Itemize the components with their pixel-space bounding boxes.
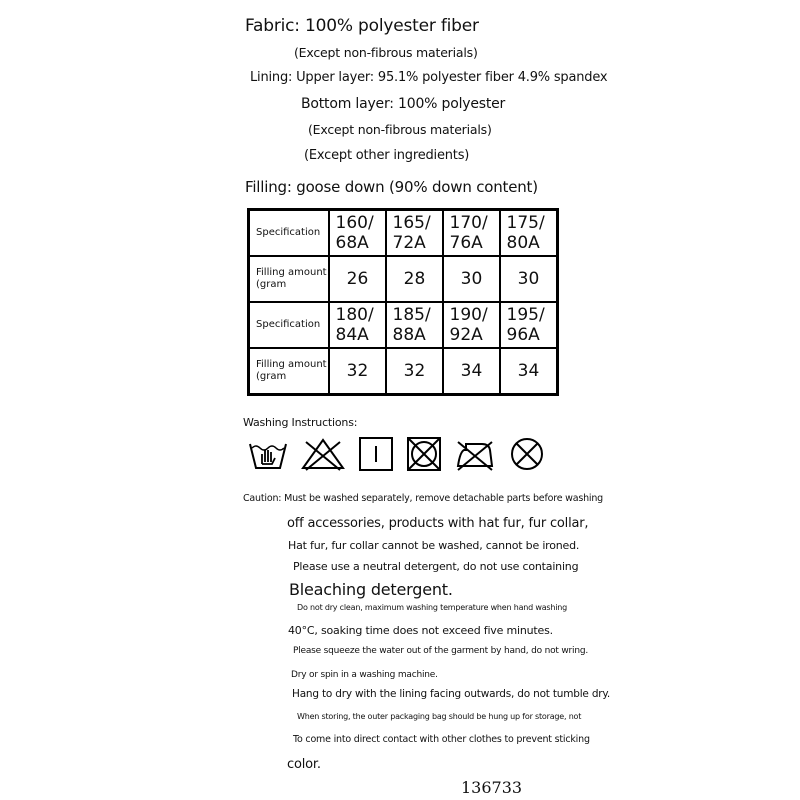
fill-label-cell: Filling amount (gram <box>249 256 330 302</box>
except-note-2: (Except non-fibrous materials) <box>308 122 492 137</box>
instruction-line: Please use a neutral detergent, do not use containing <box>293 560 579 573</box>
washing-instructions-title: Washing Instructions: <box>243 416 358 429</box>
care-symbols <box>248 436 546 472</box>
no-dry-clean-icon <box>508 436 546 472</box>
spec-label-cell: Specification <box>249 302 330 348</box>
amount-cell: 32 <box>329 348 386 395</box>
filling-composition: Filling: goose down (90% down content) <box>245 178 538 196</box>
except-note-1: (Except non-fibrous materials) <box>294 45 478 60</box>
no-iron-icon <box>454 436 496 472</box>
no-tumble-dry-icon <box>406 436 442 472</box>
table-row <box>249 210 558 257</box>
bottom-layer-composition: Bottom layer: 100% polyester <box>301 96 506 112</box>
instruction-line: When storing, the outer packaging bag should be hung up for storage, not <box>297 712 582 721</box>
instruction-line: Bleaching detergent. <box>289 580 453 599</box>
size-cell: 190/ 92A <box>443 302 500 348</box>
instruction-line: Hang to dry with the lining facing outwards, do not tumble dry. <box>292 688 611 700</box>
fabric-composition: Fabric: 100% polyester fiber <box>245 16 479 36</box>
size-filling-table <box>247 208 559 396</box>
amount-cell: 34 <box>443 348 500 395</box>
instruction-line: To come into direct contact with other clothes to prevent sticking <box>293 734 590 745</box>
instruction-line: Dry or spin in a washing machine. <box>291 670 438 680</box>
size-cell: 170/ 76A <box>443 210 500 257</box>
amount-cell: 28 <box>386 256 443 302</box>
table-row <box>249 348 558 395</box>
size-cell: 160/ 68A <box>329 210 386 257</box>
no-bleach-icon <box>300 436 346 472</box>
except-other-note: (Except other ingredients) <box>304 148 470 163</box>
amount-cell: 32 <box>386 348 443 395</box>
lining-composition: Lining: Upper layer: 95.1% polyester fiber 4.9% spandex <box>250 70 608 85</box>
caution-line: Caution: Must be washed separately, remove detachable parts before washing <box>243 493 604 504</box>
product-code: 136733 <box>461 778 523 797</box>
amount-cell: 30 <box>500 256 558 302</box>
instruction-line: Do not dry clean, maximum washing temperature when hand washing <box>297 603 568 612</box>
table-row <box>249 256 558 302</box>
instruction-line: Please squeeze the water out of the garment by hand, do not wring. <box>293 646 589 656</box>
amount-cell: 30 <box>443 256 500 302</box>
amount-cell: 26 <box>329 256 386 302</box>
size-cell: 165/ 72A <box>386 210 443 257</box>
line-dry-icon <box>358 436 394 472</box>
size-cell: 185/ 88A <box>386 302 443 348</box>
table-row <box>249 302 558 348</box>
amount-cell: 34 <box>500 348 558 395</box>
instruction-line: Hat fur, fur collar cannot be washed, cannot be ironed. <box>288 539 580 552</box>
size-cell: 195/ 96A <box>500 302 558 348</box>
spec-label-cell: Specification <box>249 210 330 257</box>
size-cell: 180/ 84A <box>329 302 386 348</box>
size-cell: 175/ 80A <box>500 210 558 257</box>
instruction-line: off accessories, products with hat fur, fur collar, <box>287 516 589 531</box>
fill-label-cell: Filling amount (gram <box>249 348 330 395</box>
instruction-line: 40°C, soaking time does not exceed five minutes. <box>288 624 553 637</box>
hand-wash-icon <box>248 436 288 472</box>
instruction-line: color. <box>287 757 321 772</box>
